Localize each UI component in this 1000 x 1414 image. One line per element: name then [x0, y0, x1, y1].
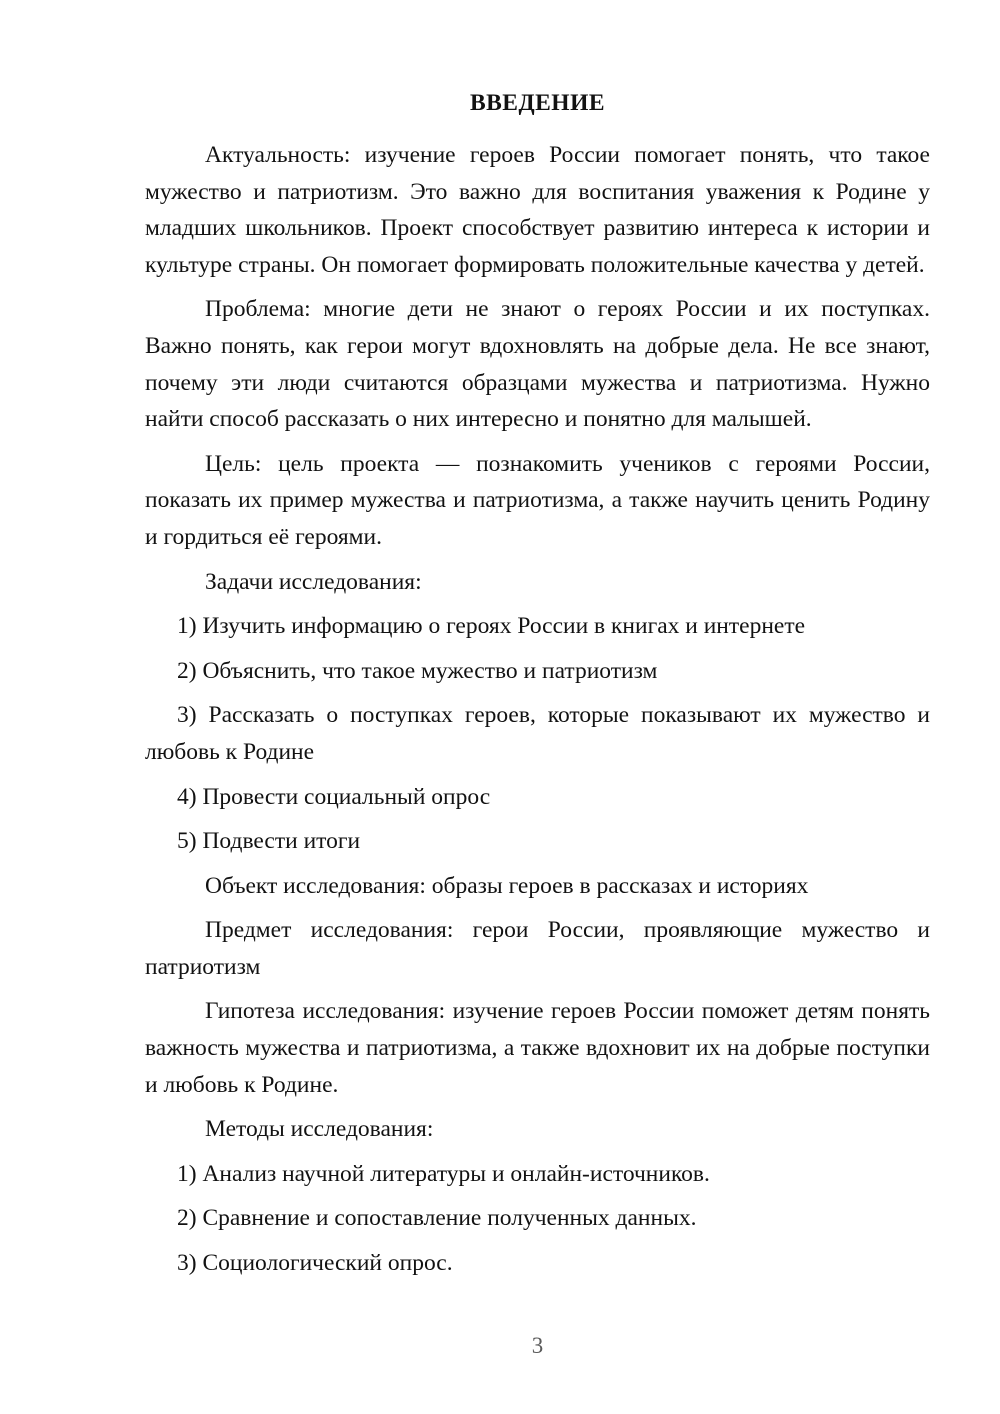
paragraph-zadachi-heading: Задачи исследования:: [205, 568, 422, 595]
paragraph-obekt: Объект исследования: образы героев в рассказах и историях: [205, 872, 809, 899]
list-item-metod-2: 2) Сравнение и сопоставление полученных данных.: [177, 1205, 697, 1232]
list-item-metod-3: 3) Социологический опрос.: [177, 1250, 453, 1277]
paragraph-metody-heading: Методы исследования:: [205, 1116, 434, 1143]
list-item-zadacha-5: 5) Подвести итоги: [177, 828, 361, 855]
paragraph-tsel: Цель: цель проекта — познакомить учеников с героями России, показать их пример мужества и патриотизма, а также научить ценить Родину и гордиться её героями.: [145, 450, 930, 550]
page-title: ВВЕДЕНИЕ: [469, 90, 606, 116]
list-item-metod-1: 1) Анализ научной литературы и онлайн-источников.: [177, 1160, 710, 1187]
paragraph-problema: Проблема: многие дети не знают о героях России и их поступках. Важно понять, как герои могут вдохновлять на добрые дела. Не все знают, почему эти люди считаются образцами мужества и патриотизма. Нужно найти способ рассказать о них интересно и понятно для малышей.: [145, 296, 930, 433]
list-item-zadacha-1: 1) Изучить информацию о героях России в книгах и интернете: [177, 613, 806, 640]
list-item-zadacha-4: 4) Провести социальный опрос: [177, 783, 491, 810]
page-number: 3: [531, 1333, 544, 1358]
list-item-zadacha-2: 2) Объяснить, что такое мужество и патриотизм: [177, 657, 658, 684]
paragraph-aktualnost: Актуальность: изучение героев России помогает понять, что такое мужество и патриотизм. Это важно для воспитания уважения к Родине у младших школьников. Проект способствует развитию интереса к истории и культуре страны. Он помогает формировать положительные качества у детей.: [145, 142, 930, 278]
paragraph-gipoteza: Гипотеза исследования: изучение героев России поможет детям понять важность мужества и патриотизма, а также вдохновит их на добрые поступки и любовь к Родине.: [145, 998, 930, 1098]
list-item-zadacha-3: 3) Рассказать о поступках героев, которые показывают их мужество и любовь к Родине: [145, 702, 930, 765]
paragraph-predmet: Предмет исследования: герои России, проявляющие мужество и патриотизм: [145, 917, 930, 980]
